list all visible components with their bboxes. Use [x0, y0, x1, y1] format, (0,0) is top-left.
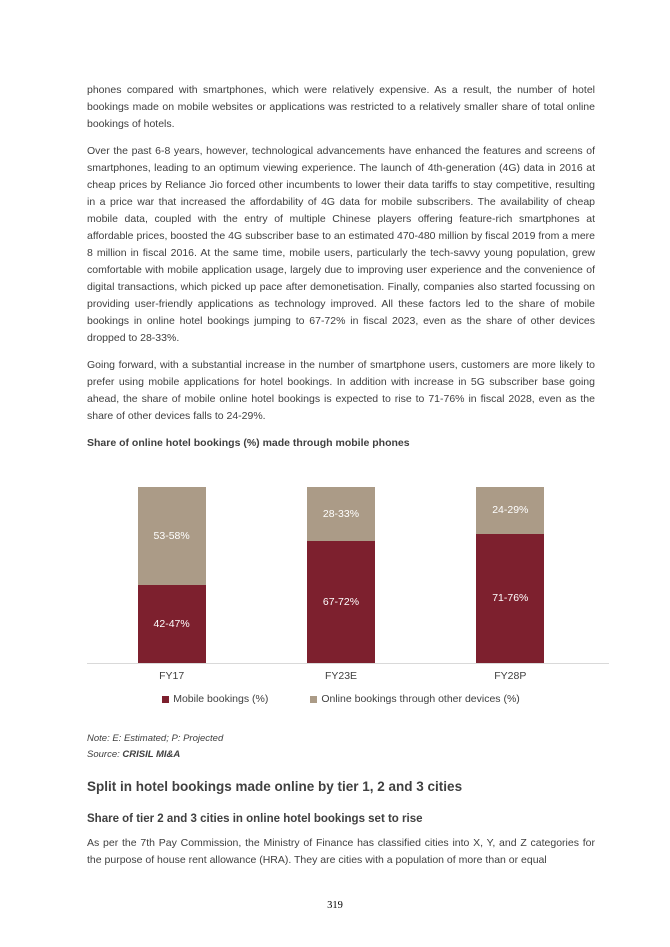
bar-segment [476, 487, 544, 534]
page-number: 319 [327, 900, 343, 911]
section-heading: Split in hotel bookings made online by tier 1, 2 and 3 cities [87, 779, 463, 794]
chart-column-fy23e [256, 487, 425, 663]
sub-heading: Share of tier 2 and 3 cities in online hotel bookings set to rise [87, 813, 423, 825]
x-axis-label-fy28p: FY28P [494, 670, 527, 682]
bar-value-label: 42-47% [153, 617, 190, 630]
stacked-bar-fy28p [476, 487, 544, 663]
stacked-bar-fy23e [307, 487, 375, 663]
legend-label: Mobile bookings (%) [173, 693, 269, 705]
chart-note: Note: E: Estimated; P: Projected [87, 733, 224, 744]
stacked-bar-fy17 [138, 487, 206, 663]
bar-value-label: 24-29% [492, 504, 529, 517]
legend-swatch [310, 696, 317, 703]
body-paragraph-4: As per the 7th Pay Commission, the Ministry of Finance has classified cities into X, Y, and Z categories for the purpose of house rent allowance (HRA). They are cities with a population of more than or equal [87, 837, 595, 866]
x-axis-line [87, 663, 609, 664]
bar-segment [476, 534, 544, 663]
chart-source [87, 747, 595, 763]
chart-notes [87, 731, 595, 762]
stacked-bar-chart [87, 487, 595, 705]
chart-column-fy28p [426, 487, 595, 663]
x-axis-label-fy23e: FY23E [324, 670, 358, 682]
legend-item [310, 693, 519, 705]
bar-value-label: 28-33% [322, 507, 360, 520]
body-paragraph-3: Going forward, with a substantial increase in the number of smartphone users, customers are more likely to prefer using mobile applications for hotel bookings. In addition with increase in 5G subscriber base going ahead, the share of mobile online hotel bookings is expected to rise to 71-76% in fiscal 2028, even as the share of other devices falls to 24-29%. [87, 359, 595, 422]
x-axis-label-fy17: FY17 [159, 670, 185, 682]
bar-value-label: 53-58% [153, 529, 190, 542]
source-prefix: Source: [87, 748, 123, 760]
chart-legend [87, 693, 595, 705]
bar-segment [307, 487, 375, 541]
bar-value-label: 67-72% [322, 595, 360, 608]
bar-value-label: 71-76% [492, 592, 529, 605]
chart-title: Share of online hotel bookings (%) made through mobile phones [87, 437, 410, 449]
bar-segment [138, 487, 206, 585]
legend-label: Online bookings through other devices (%) [321, 693, 520, 705]
legend-swatch [162, 696, 169, 703]
source-organisation: CRISIL MI&A [122, 748, 181, 760]
bar-segment [138, 585, 206, 663]
body-paragraph-2: Over the past 6-8 years, however, technological advancements have enhanced the features and screens of smartphones, leading to an optimum viewing experience. The launch of 4th-generation (4G) data in 2016 at cheap prices by Reliance Jio forced other incumbents to lower their data tariffs to stay competitive, resulting in a price war that increased the affordability of 4G data for mobile subscribers. The availability of cheap mobile data, coupled with the entry of multiple Chinese players offering feature-rich smartphones at affordable prices, boosted the 4G subscriber base to an estimated 470-480 million by fiscal 2019 from a mere 8 million in fiscal 2016. At the same time, mobile users, particularly the tech-savvy young population, grew comfortable with mobile application usage, largely due to improving user experience and the convenience of digital transactions, which picked up pace after demonetisation. Finally, companies also started focussing on providing user-friendly applications as technology improved. All these factors led to the share of mobile bookings in online hotel bookings jumping to 67-72% in fiscal 2023, even as the share of other devices dropped to 28-33%. [87, 145, 595, 344]
bar-segment [307, 541, 375, 663]
chart-column-fy17 [87, 487, 256, 663]
legend-item [162, 693, 268, 705]
chart-x-labels [87, 670, 595, 682]
chart-plot [87, 487, 595, 663]
body-paragraph-1: phones compared with smartphones, which were relatively expensive. As a result, the number of hotel bookings made on mobile websites or applications was restricted to a relatively smaller share of total online bookings of hotels. [87, 84, 595, 130]
